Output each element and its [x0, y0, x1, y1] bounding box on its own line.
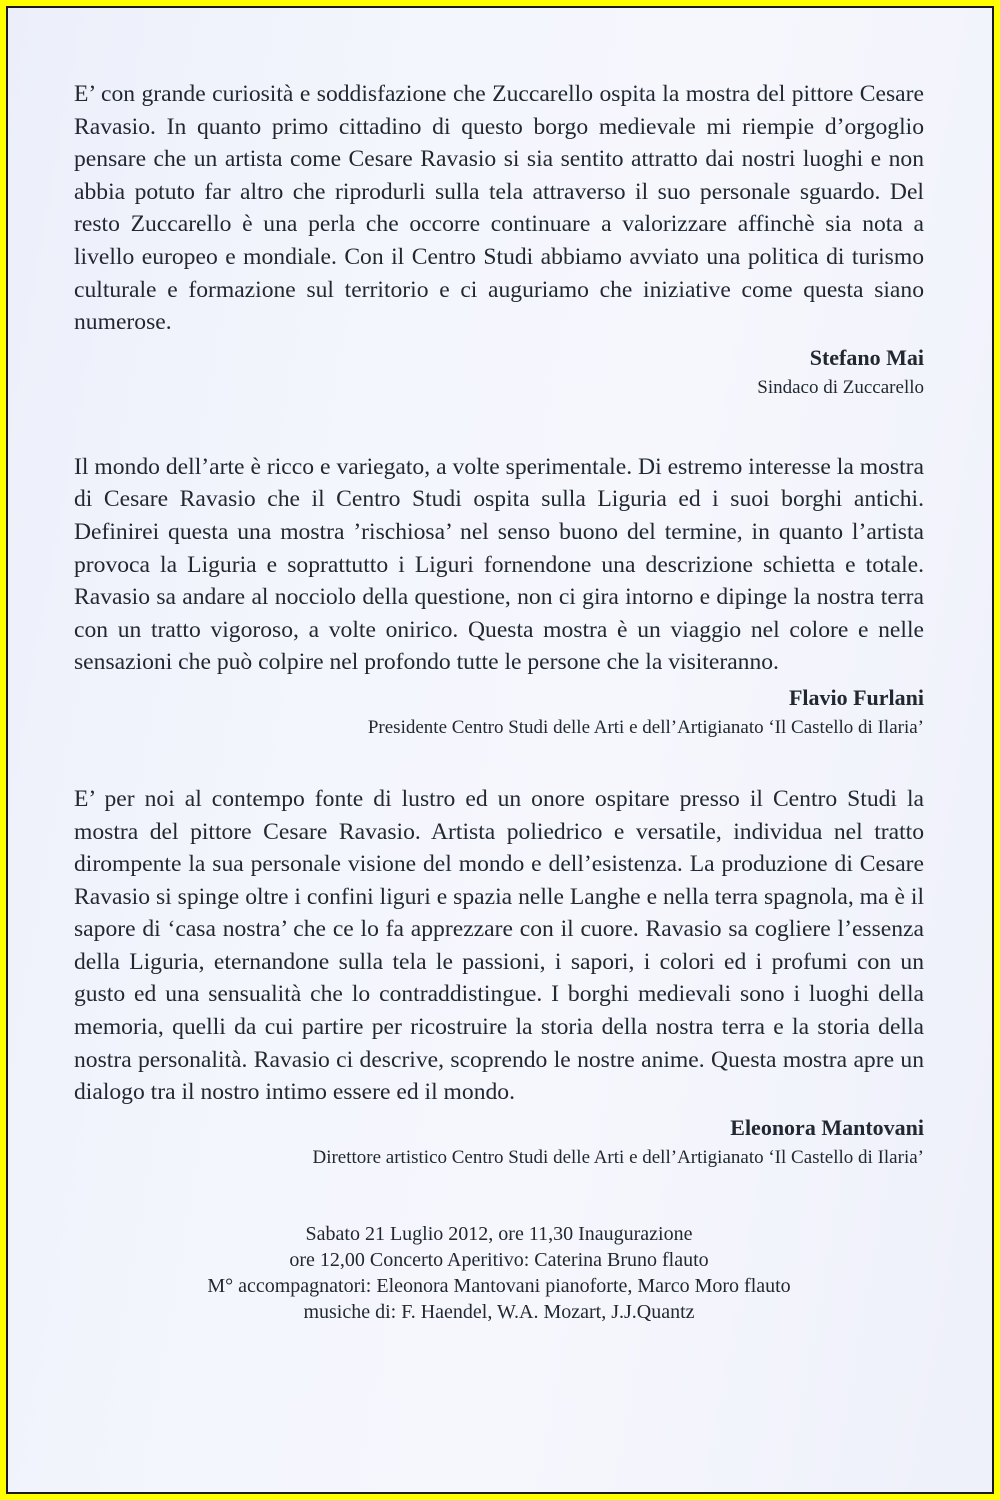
signature-role-mayor: Sindaco di Zuccarello — [757, 376, 924, 398]
document-content — [74, 78, 924, 1325]
event-line-concert: ore 12,00 Concerto Aperitivo: Caterina Bruno flauto — [289, 1248, 709, 1271]
document-page — [6, 6, 994, 1494]
event-line-inauguration: Sabato 21 Luglio 2012, ore 11,30 Inaugurazione — [305, 1222, 693, 1245]
signature-name-director: Eleonora Mantovani — [730, 1114, 924, 1140]
signature-name-mayor: Stefano Mai — [809, 344, 924, 370]
section-director — [74, 783, 924, 1173]
event-line-accompanists: M° accompagnatori: Eleonora Mantovani pianoforte, Marco Moro flauto — [207, 1274, 791, 1297]
section-mayor — [74, 78, 924, 403]
event-details — [74, 1221, 924, 1325]
event-line-music: musiche di: F. Haendel, W.A. Mozart, J.J.Quantz — [303, 1300, 695, 1323]
signature-role-director: Direttore artistico Centro Studi delle Arti e dell’Artigianato ‘Il Castello di Ilaria’ — [312, 1146, 924, 1168]
signature-name-president: Flavio Furlani — [788, 684, 924, 710]
paragraph-mayor: E’ con grande curiosità e soddisfazione che Zuccarello ospita la mostra del pittore Cesare Ravasio. In quanto primo cittadino di questo borgo medievale mi riempie d’orgoglio pensare che un artista come Cesare Ravasio si sia sentito attratto dai nostri luoghi e non abbia potuto far altro che riprodurli sulla tela attraverso il suo personale sguardo. Del resto Zuccarello è una perla che occorre continuare a valorizzare affinchè sia nota a livello europeo e mondiale. Con il Centro Studi abbiamo avviato una politica di turismo culturale e formazione sul territorio e ci auguriamo che iniziative come questa siano numerose. — [74, 81, 924, 336]
signature-role-president: Presidente Centro Studi delle Arti e dell’Artigianato ‘Il Castello di Ilaria’ — [367, 716, 924, 738]
paragraph-director: E’ per noi al contempo fonte di lustro ed un onore ospitare presso il Centro Studi la mostra del pittore Cesare Ravasio. Artista poliedrico e versatile, individua nel tratto dirompente la sua personale visione del mondo e dell’esistenza. La produzione di Cesare Ravasio si spinge oltre i confini liguri e spazia nelle Langhe e nella terra spagnola, ma è il sapore di ‘casa nostra’ che ce lo fa apprezzare con il cuore. Ravasio sa cogliere l’essenza della Liguria, eternandone sulla tela le passioni, i sapori, i colori ed i profumi con un gusto ed una sensualità che lo contraddistingue. I borghi medievali sono i luoghi della memoria, quelli da cui partire per ricostruire la storia della nostra terra e la storia della nostra personalità. Ravasio ci descrive, scoprendo le nostre anime. Questa mostra apre un dialogo tra il nostro intimo essere ed il mondo. — [74, 785, 924, 1106]
section-president — [74, 451, 924, 743]
paragraph-president: Il mondo dell’arte è ricco e variegato, a volte sperimentale. Di estremo interesse la mostra di Cesare Ravasio che il Centro Studi ospita sulla Liguria ed i suoi borghi antichi. Definirei questa una mostra ’rischiosa’ nel senso buono del termine, in quanto l’artista provoca la Liguria e soprattutto i Liguri fornendone una descrizione schietta e totale. Ravasio sa andare al nocciolo della questione, non ci gira intorno e dipinge la nostra terra con un tratto vigoroso, a volte onirico. Questa mostra è un viaggio nel colore e nelle sensazioni che può colpire nel profondo tutte le persone che la visiteranno. — [74, 453, 924, 676]
